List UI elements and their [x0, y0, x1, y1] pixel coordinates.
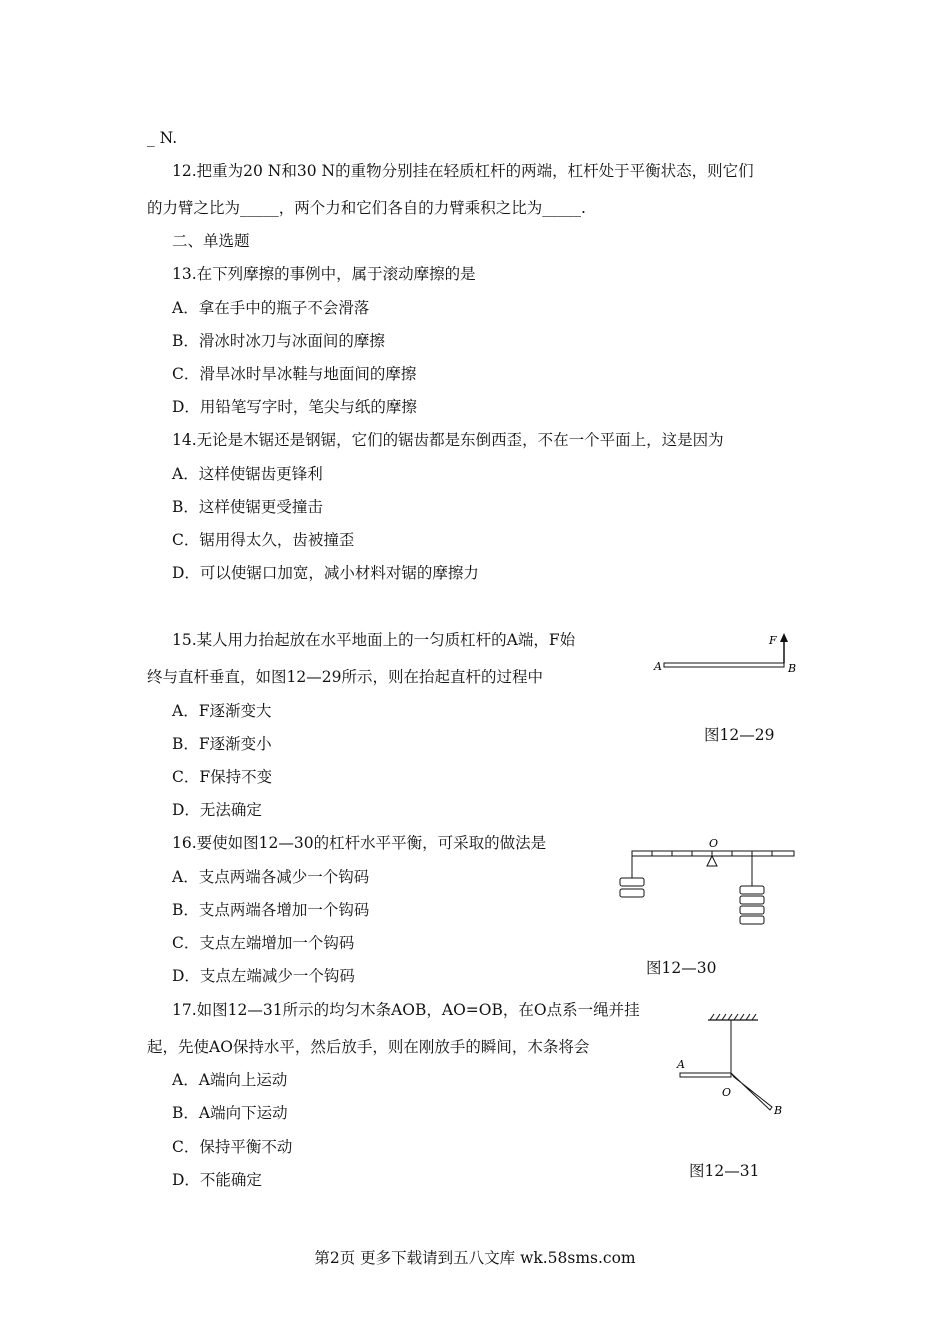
- question-17-line2: 起，先使AO保持水平，然后放手，则在刚放手的瞬间，木条将会: [147, 1038, 590, 1056]
- question-16: 16.要使如图12—30的杠杆水平平衡，可采取的做法是: [172, 834, 547, 852]
- question-12-line1: 12.把重为20 N和30 N的重物分别挂在轻质杠杆的两端，杠杆处于平衡状态，则它们: [172, 162, 754, 180]
- fulcrum-icon: [707, 856, 717, 866]
- option-15b: B．F逐渐变小: [172, 735, 272, 753]
- option-14d: D．可以使锯口加宽，减小材料对锯的摩擦力: [172, 564, 479, 582]
- option-14a: A．这样使锯齿更锋利: [172, 465, 323, 483]
- question-13: 13.在下列摩擦的事例中，属于滚动摩擦的是: [172, 265, 476, 283]
- rod-ob: [731, 1073, 772, 1110]
- caption-12-31: 图12—31: [689, 1162, 760, 1180]
- caption-12-29: 图12—29: [704, 726, 775, 744]
- ceiling-hatch: [710, 1014, 756, 1020]
- option-13c: C．滑旱冰时旱冰鞋与地面间的摩擦: [172, 365, 417, 383]
- option-16a: A．支点两端各减少一个钩码: [172, 868, 370, 886]
- caption-12-30: 图12—30: [646, 959, 717, 977]
- section-heading: 二、单选题: [172, 232, 250, 250]
- question-17-line1: 17.如图12—31所示的均匀木条AOB，AO=OB，在O点系一绳并挂: [172, 1001, 640, 1019]
- question-14: 14.无论是木锯还是钢锯，它们的锯齿都是东倒西歪，不在一个平面上，这是因为: [172, 431, 724, 449]
- page-footer: 第2页 更多下载请到五八文库 wk.58sms.com: [314, 1249, 636, 1267]
- question-15-line2: 终与直杆垂直，如图12—29所示，则在抬起直杆的过程中: [147, 668, 543, 686]
- option-13b: B．滑冰时冰刀与冰面间的摩擦: [172, 332, 385, 350]
- option-14b: B．这样使锯更受撞击: [172, 498, 323, 516]
- text-line: _ N.: [147, 129, 178, 147]
- option-16b: B．支点两端各增加一个钩码: [172, 901, 370, 919]
- question-12-line2: 的力臂之比为_____，两个力和它们各自的力臂乘积之比为_____.: [147, 199, 586, 217]
- figure-12-30: [612, 834, 802, 926]
- option-17a: A．A端向上运动: [172, 1071, 288, 1089]
- left-weights: [620, 878, 644, 897]
- figure-12-29: [648, 628, 808, 680]
- option-15a: A．F逐渐变大: [172, 702, 272, 720]
- force-arrow-icon: [780, 633, 788, 642]
- label-b: B: [774, 1104, 783, 1117]
- option-16d: D．支点左端减少一个钩码: [172, 967, 355, 985]
- label-o: O: [722, 1086, 732, 1099]
- option-17c: C．保持平衡不动: [172, 1138, 293, 1156]
- option-17b: B．A端向下运动: [172, 1104, 288, 1122]
- figure-12-31: [670, 1010, 790, 1120]
- rod-ao: [680, 1073, 731, 1077]
- option-13d: D．用铅笔写字时，笔尖与纸的摩擦: [172, 398, 417, 416]
- option-16c: C．支点左端增加一个钩码: [172, 934, 355, 952]
- option-17d: D．不能确定: [172, 1171, 262, 1189]
- lever-bar: [632, 851, 794, 856]
- lever-rod: [664, 663, 784, 667]
- question-15-line1: 15.某人用力抬起放在水平地面上的一匀质杠杆的A端，F始: [172, 631, 576, 649]
- right-weights: [740, 886, 764, 924]
- option-15c: C．F保持不变: [172, 768, 273, 786]
- label-b: B: [788, 662, 797, 675]
- option-14c: C．锯用得太久，齿被撞歪: [172, 531, 355, 549]
- label-f: F: [769, 634, 777, 647]
- label-a: A: [654, 660, 662, 673]
- label-a: A: [677, 1058, 685, 1071]
- option-15d: D．无法确定: [172, 801, 262, 819]
- label-o: O: [709, 837, 719, 850]
- option-13a: A．拿在手中的瓶子不会滑落: [172, 299, 370, 317]
